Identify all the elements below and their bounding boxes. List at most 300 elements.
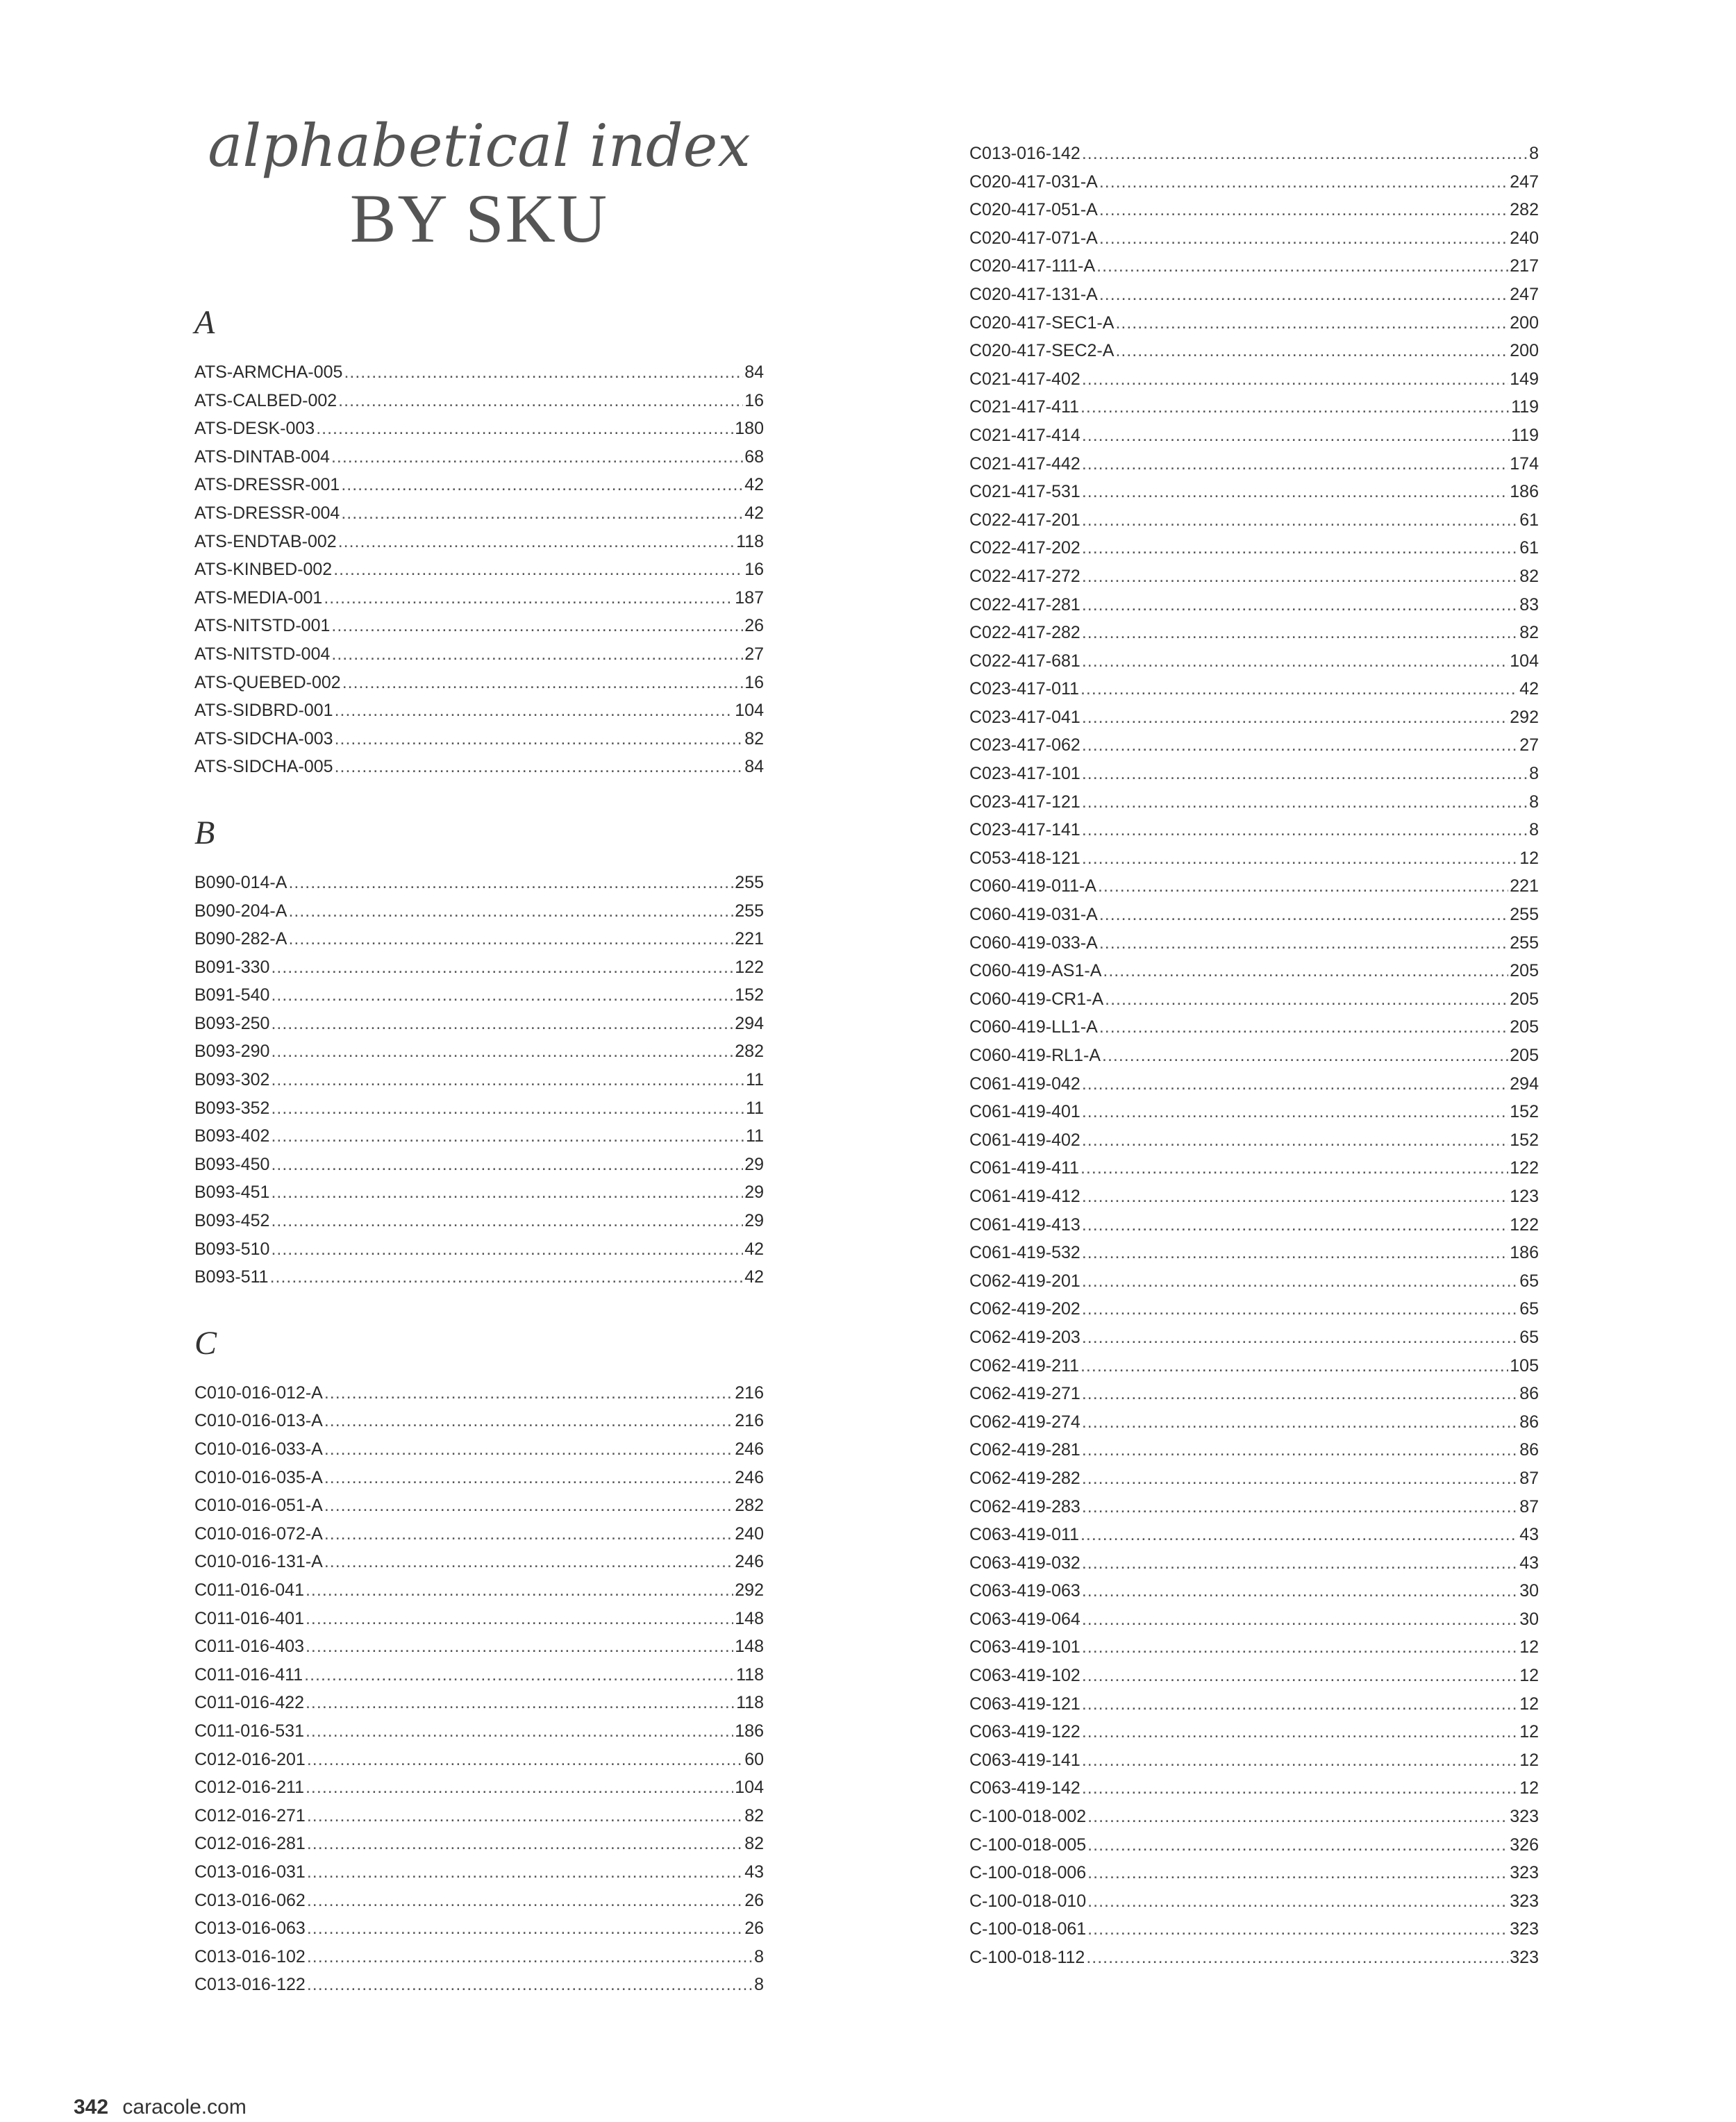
dot-leader	[1087, 1887, 1508, 1916]
index-entry	[969, 1521, 1539, 1549]
page-ref: 148	[735, 1637, 764, 1657]
index-entry	[194, 1858, 764, 1887]
dot-leader	[1082, 1774, 1518, 1803]
sku-code: C062-419-274	[969, 1412, 1080, 1432]
sku-code: C061-419-401	[969, 1102, 1080, 1122]
dot-leader	[271, 1037, 733, 1066]
title-main: BY SKU	[349, 180, 609, 257]
sku-code: C060-419-CR1-A	[969, 989, 1104, 1009]
sku-code: ATS-DRESSR-004	[194, 503, 340, 523]
dot-leader	[1080, 1521, 1518, 1549]
index-entry	[969, 196, 1539, 224]
page-ref: 82	[744, 1805, 764, 1826]
dot-leader	[1082, 703, 1508, 732]
dot-leader	[1099, 1013, 1508, 1042]
dot-leader	[306, 1632, 733, 1661]
sku-code: C013-016-063	[194, 1919, 306, 1939]
dot-leader	[270, 1263, 744, 1292]
dot-leader	[304, 1661, 735, 1689]
page-ref: 122	[1510, 1158, 1539, 1178]
page-ref: 292	[735, 1580, 764, 1600]
title-script: alphabetical index	[208, 112, 751, 180]
sku-code: C061-419-532	[969, 1243, 1080, 1263]
sku-code: ATS-DESK-003	[194, 419, 315, 439]
page-ref: 61	[1519, 538, 1539, 558]
dot-leader	[333, 555, 743, 584]
dot-leader	[331, 612, 743, 640]
page-ref: 82	[744, 728, 764, 749]
sku-code: ATS-KINBED-002	[194, 560, 333, 580]
dot-leader	[1082, 1633, 1518, 1662]
index-entry	[194, 1094, 764, 1123]
sku-code: C012-016-211	[194, 1778, 304, 1798]
dot-leader	[1099, 196, 1508, 224]
dot-leader	[1082, 1070, 1508, 1098]
sku-code: B093-451	[194, 1183, 270, 1203]
page-ref: 16	[744, 672, 764, 692]
index-entry	[194, 1548, 764, 1576]
page-ref: 221	[735, 929, 764, 949]
dot-leader	[1105, 985, 1508, 1014]
sku-code: C013-016-142	[969, 144, 1080, 163]
index-entry	[194, 1066, 764, 1094]
dot-leader	[307, 1746, 743, 1774]
dot-leader	[338, 528, 735, 556]
index-entry	[194, 696, 764, 725]
sku-code: ATS-QUEBED-002	[194, 672, 341, 692]
page-ref: 104	[735, 1778, 764, 1798]
dot-leader	[1087, 1803, 1508, 1831]
page-ref: 323	[1510, 1863, 1539, 1883]
index-entry	[969, 703, 1539, 732]
index-entry	[969, 1690, 1539, 1719]
dot-leader	[271, 981, 733, 1010]
sku-code: C061-419-411	[969, 1158, 1079, 1178]
page-ref: 246	[735, 1467, 764, 1487]
sku-code: B091-330	[194, 957, 270, 977]
sku-code: C063-419-121	[969, 1694, 1080, 1714]
index-entry	[969, 675, 1539, 703]
page-ref: 292	[1510, 707, 1539, 727]
dot-leader	[271, 1178, 743, 1207]
dot-leader	[324, 1435, 733, 1464]
page-ref: 29	[744, 1211, 764, 1231]
sku-code: C010-016-072-A	[194, 1523, 323, 1544]
page-ref: 104	[1510, 651, 1539, 671]
index-entry	[194, 1492, 764, 1520]
dot-leader	[1082, 591, 1518, 619]
page-ref: 26	[744, 1890, 764, 1910]
dot-leader	[307, 1943, 753, 1971]
sku-code: C023-417-121	[969, 792, 1080, 812]
index-entry	[969, 1267, 1539, 1296]
index-entry	[969, 901, 1539, 929]
index-entry	[194, 1235, 764, 1264]
sku-code: C063-419-032	[969, 1553, 1080, 1573]
page-ref: 217	[1510, 256, 1539, 276]
index-entry	[194, 1010, 764, 1038]
index-entry	[194, 443, 764, 471]
sku-code: B093-302	[194, 1070, 270, 1090]
dot-leader	[324, 1520, 733, 1548]
sku-code: C020-417-111-A	[969, 256, 1096, 276]
page-ref: 247	[1510, 172, 1539, 192]
sku-code: C061-419-042	[969, 1073, 1080, 1094]
index-entry	[969, 816, 1539, 844]
dot-leader	[1080, 1154, 1508, 1183]
index-entry	[194, 1151, 764, 1179]
page-ref: 152	[1510, 1130, 1539, 1150]
sku-code: C010-016-035-A	[194, 1467, 323, 1487]
index-entry	[969, 478, 1539, 506]
page-ref: 12	[1519, 848, 1539, 868]
page-ref: 12	[1519, 1637, 1539, 1657]
index-entry	[194, 640, 764, 669]
sku-code: C022-417-282	[969, 623, 1080, 643]
sku-code: C021-417-402	[969, 369, 1080, 389]
index-entry	[194, 1576, 764, 1605]
sku-code: B093-352	[194, 1098, 270, 1118]
page-ref: 16	[744, 390, 764, 410]
dot-leader	[342, 669, 743, 697]
dot-leader	[1082, 1577, 1518, 1605]
index-entry	[194, 528, 764, 556]
dot-leader	[307, 1971, 753, 1999]
page-ref: 12	[1519, 1750, 1539, 1770]
dot-leader	[1082, 1380, 1518, 1408]
sku-code: ATS-NITSTD-001	[194, 616, 331, 636]
dot-leader	[1082, 1239, 1508, 1267]
page-ref: 43	[1519, 1525, 1539, 1545]
sku-code: C010-016-013-A	[194, 1411, 323, 1431]
dot-leader	[335, 753, 744, 781]
index-entry	[194, 1435, 764, 1464]
sku-code: C010-016-131-A	[194, 1552, 323, 1572]
sku-code: C020-417-SEC1-A	[969, 312, 1115, 333]
page-ref: 27	[744, 644, 764, 664]
index-entry	[194, 925, 764, 953]
dot-leader	[1080, 675, 1518, 703]
page-ref: 240	[1510, 228, 1539, 248]
index-entry	[969, 1042, 1539, 1070]
dot-leader	[1082, 478, 1508, 506]
index-entry	[194, 1689, 764, 1717]
dot-leader	[316, 415, 733, 443]
dot-leader	[335, 725, 744, 753]
sku-code: C062-419-203	[969, 1327, 1080, 1347]
sku-code: C060-419-011-A	[969, 876, 1096, 896]
page-ref: 122	[735, 957, 764, 977]
sku-code: C060-419-RL1-A	[969, 1046, 1101, 1065]
index-entry	[194, 1632, 764, 1661]
page-ref: 148	[735, 1608, 764, 1628]
sku-code: C012-016-271	[194, 1805, 306, 1826]
sku-code: B093-290	[194, 1042, 270, 1062]
page-ref: 186	[1510, 482, 1539, 502]
page-ref: 12	[1519, 1778, 1539, 1798]
index-entry	[969, 1803, 1539, 1831]
dot-leader	[306, 1717, 733, 1746]
dot-leader	[331, 640, 743, 669]
index-entry	[194, 953, 764, 982]
index-column-left	[194, 299, 764, 2027]
page-ref: 255	[1510, 905, 1539, 925]
index-entry	[969, 1577, 1539, 1605]
sku-code: C-100-018-006	[969, 1863, 1087, 1883]
index-entry	[194, 753, 764, 781]
sku-code: C063-419-064	[969, 1609, 1080, 1629]
page-ref: 186	[1510, 1243, 1539, 1263]
dot-leader	[1082, 1126, 1508, 1155]
index-entry	[969, 1098, 1539, 1126]
index-entry	[194, 1746, 764, 1774]
page-ref: 8	[1529, 764, 1539, 784]
page-ref: 221	[1510, 876, 1539, 896]
page-ref: 282	[1510, 200, 1539, 220]
site-url: caracole.com	[122, 2096, 247, 2119]
section-letter: A	[194, 304, 215, 341]
page-ref: 87	[1519, 1496, 1539, 1517]
page-ref: 42	[744, 475, 764, 495]
page-ref: 29	[744, 1183, 764, 1203]
dot-leader	[1082, 1436, 1518, 1464]
dot-leader	[1082, 1295, 1518, 1323]
sku-code: C012-016-201	[194, 1749, 306, 1769]
index-entry	[969, 1211, 1539, 1239]
sku-code: C011-016-411	[194, 1664, 303, 1685]
dot-leader	[1082, 1323, 1518, 1352]
dot-leader	[288, 925, 733, 953]
index-entry	[194, 1914, 764, 1943]
page-ref: 68	[744, 446, 764, 467]
sku-code: C063-419-142	[969, 1778, 1080, 1798]
page-number: 342	[74, 2096, 109, 2119]
dot-leader	[338, 387, 743, 415]
sku-code: ATS-DINTAB-004	[194, 446, 330, 467]
index-entry	[969, 281, 1539, 309]
dot-leader	[1082, 1690, 1518, 1719]
sku-code: C060-419-LL1-A	[969, 1017, 1098, 1037]
sku-code: ATS-SIDCHA-003	[194, 728, 333, 749]
index-entry	[969, 1605, 1539, 1634]
sku-code: ATS-SIDCHA-005	[194, 757, 333, 777]
page-ref: 11	[746, 1126, 764, 1146]
index-entry	[969, 844, 1539, 873]
dot-leader	[331, 443, 743, 471]
index-entry	[969, 1126, 1539, 1155]
dot-leader	[1103, 957, 1508, 985]
index-entry	[194, 1802, 764, 1830]
page-ref: 119	[1511, 425, 1539, 445]
dot-leader	[1082, 647, 1508, 676]
index-entry	[969, 562, 1539, 591]
page-ref: 84	[744, 757, 764, 777]
sku-code: C062-419-282	[969, 1468, 1080, 1488]
index-entry	[194, 1661, 764, 1689]
page-ref: 240	[735, 1523, 764, 1544]
sku-code: B093-250	[194, 1013, 270, 1033]
dot-leader	[344, 358, 743, 387]
page-ref: 61	[1519, 510, 1539, 530]
dot-leader	[1082, 1493, 1518, 1521]
page-ref: 86	[1519, 1440, 1539, 1460]
sku-code: ATS-ARMCHA-005	[194, 362, 343, 382]
index-entry	[969, 591, 1539, 619]
dot-leader	[1082, 365, 1508, 394]
dot-leader	[1115, 337, 1508, 365]
sku-code: C021-417-411	[969, 397, 1079, 417]
page-ref: 8	[754, 1975, 764, 1995]
page-ref: 205	[1510, 961, 1539, 981]
index-entry	[969, 421, 1539, 450]
index-entry	[969, 1070, 1539, 1098]
dot-leader	[1102, 1042, 1508, 1070]
dot-leader	[1082, 1718, 1518, 1746]
index-entry	[194, 1773, 764, 1802]
page-ref: 152	[735, 985, 764, 1005]
index-entry	[969, 1746, 1539, 1775]
page-ref: 255	[735, 901, 764, 921]
dot-leader	[271, 1122, 744, 1151]
sku-code: C020-417-031-A	[969, 172, 1098, 192]
dot-leader	[271, 953, 733, 982]
sku-code: C013-016-031	[194, 1862, 306, 1882]
sku-code: C062-419-281	[969, 1440, 1080, 1460]
section-letter: B	[194, 814, 215, 851]
sku-code: C060-419-AS1-A	[969, 961, 1102, 981]
sku-code: C061-419-412	[969, 1186, 1080, 1206]
sku-code: C022-417-281	[969, 594, 1080, 615]
index-entry	[194, 1464, 764, 1492]
index-entry	[194, 1407, 764, 1435]
sku-code: C061-419-402	[969, 1130, 1080, 1150]
page-ref: 200	[1510, 312, 1539, 333]
page-ref: 83	[1519, 594, 1539, 615]
dot-leader	[271, 1010, 733, 1038]
dot-leader	[1082, 1408, 1518, 1437]
sku-code: C020-417-071-A	[969, 228, 1098, 248]
sku-code: C063-419-141	[969, 1750, 1080, 1770]
page-ref: 65	[1519, 1271, 1539, 1291]
index-entry	[194, 1178, 764, 1207]
sku-code: C060-419-031-A	[969, 905, 1098, 925]
sku-code: ATS-DRESSR-001	[194, 475, 340, 495]
index-section-b	[194, 809, 764, 1292]
index-entry	[194, 725, 764, 753]
dot-leader	[1082, 1464, 1518, 1493]
page-ref: 84	[744, 362, 764, 382]
dot-leader	[324, 584, 733, 612]
index-entry	[969, 1831, 1539, 1860]
index-entry	[194, 471, 764, 499]
page-ref: 82	[1519, 566, 1539, 586]
index-entry	[969, 1718, 1539, 1746]
index-entry	[969, 534, 1539, 562]
page-ref: 122	[1510, 1214, 1539, 1235]
page-ref: 86	[1519, 1412, 1539, 1432]
dot-leader	[1115, 309, 1508, 337]
index-entry	[969, 1013, 1539, 1042]
sku-code: C022-417-681	[969, 651, 1080, 671]
index-entry	[969, 168, 1539, 197]
page-ref: 282	[735, 1042, 764, 1062]
index-entry	[969, 1464, 1539, 1493]
sku-code: B093-511	[194, 1267, 269, 1287]
dot-leader	[307, 1830, 743, 1858]
dot-leader	[1099, 281, 1508, 309]
sku-code: B091-540	[194, 985, 270, 1005]
index-entry	[969, 731, 1539, 760]
sku-code: ATS-SIDBRD-001	[194, 701, 333, 721]
section-letter: C	[194, 1324, 217, 1362]
index-entry	[969, 1295, 1539, 1323]
sku-code: C023-417-041	[969, 707, 1080, 727]
page-ref: 186	[735, 1721, 764, 1741]
sku-code: C022-417-201	[969, 510, 1080, 530]
index-entry	[969, 872, 1539, 901]
sku-code: C023-417-141	[969, 820, 1080, 840]
sku-code: ATS-ENDTAB-002	[194, 531, 337, 551]
sku-code: C011-016-531	[194, 1721, 304, 1741]
page-ref: 60	[744, 1749, 764, 1769]
page-ref: 247	[1510, 284, 1539, 304]
sku-code: C063-419-122	[969, 1722, 1080, 1742]
dot-leader	[324, 1407, 733, 1435]
index-entry	[969, 1183, 1539, 1211]
index-entry	[194, 1830, 764, 1858]
page-ref: 119	[1511, 397, 1539, 417]
index-entry	[194, 981, 764, 1010]
dot-leader	[1082, 506, 1518, 535]
page-ref: 65	[1519, 1327, 1539, 1347]
sku-code: C021-417-531	[969, 482, 1080, 502]
dot-leader	[1082, 1605, 1518, 1634]
dot-leader	[1082, 1549, 1518, 1578]
page-ref: 255	[735, 872, 764, 892]
index-entry	[969, 450, 1539, 478]
index-entry	[969, 309, 1539, 337]
page-ref: 42	[744, 1239, 764, 1259]
index-entry	[194, 1943, 764, 1971]
index-entry	[969, 337, 1539, 365]
page-ref: 104	[735, 701, 764, 721]
index-entry	[969, 929, 1539, 958]
sku-code: C023-417-062	[969, 735, 1080, 755]
dot-leader	[1098, 872, 1508, 901]
page-ref: 26	[744, 616, 764, 636]
dot-leader	[1082, 1098, 1508, 1126]
index-entry	[194, 555, 764, 584]
sku-code: C013-016-122	[194, 1975, 306, 1995]
page-ref: 27	[1519, 735, 1539, 755]
dot-leader	[1087, 1915, 1508, 1944]
index-entry	[194, 584, 764, 612]
dot-leader	[1082, 534, 1518, 562]
sku-code: C062-419-201	[969, 1271, 1080, 1291]
sku-code: C063-419-063	[969, 1581, 1080, 1601]
sku-code: C062-419-202	[969, 1299, 1080, 1319]
sku-code: C011-016-041	[194, 1580, 304, 1600]
index-column-right	[969, 140, 1539, 1972]
index-section-a	[194, 299, 764, 781]
dot-leader	[306, 1773, 733, 1802]
index-entry	[969, 1154, 1539, 1183]
page-ref: 8	[1529, 820, 1539, 840]
page-ref: 30	[1519, 1609, 1539, 1629]
dot-leader	[1082, 816, 1528, 844]
dot-leader	[324, 1464, 733, 1492]
page-ref: 65	[1519, 1299, 1539, 1319]
